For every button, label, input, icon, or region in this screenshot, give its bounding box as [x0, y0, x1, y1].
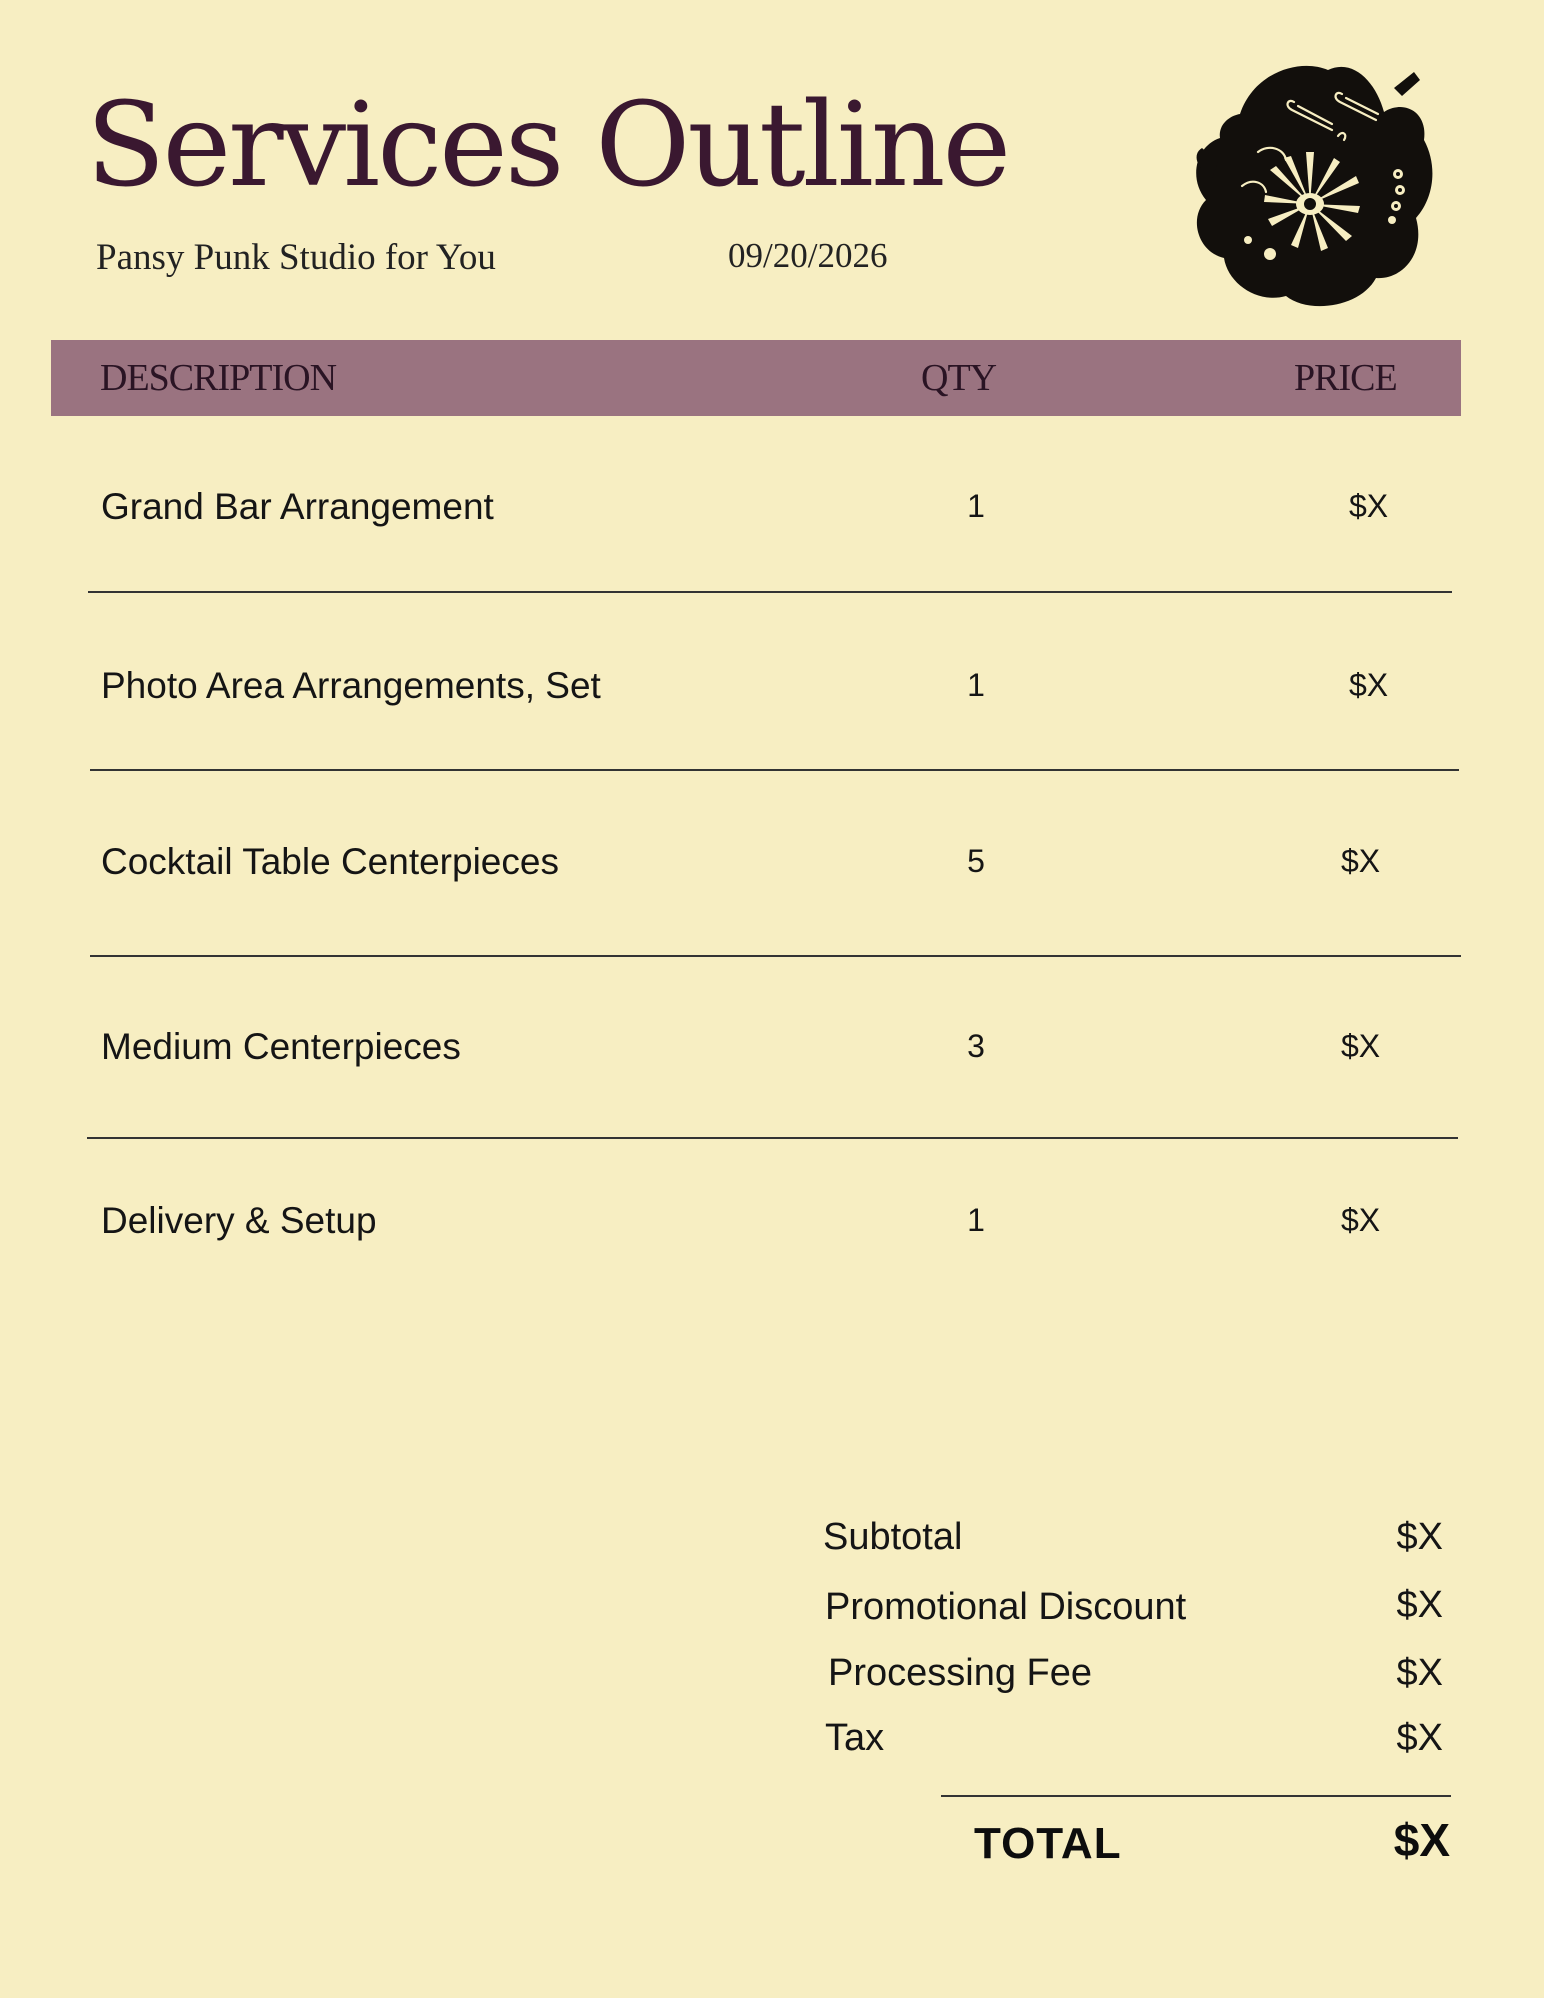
tax-value: $X: [1396, 1717, 1443, 1759]
tax-label: Tax: [825, 1717, 885, 1759]
total-divider: [941, 1795, 1451, 1797]
subtotal-value: $X: [1396, 1516, 1443, 1558]
row-qty: 1: [967, 488, 985, 524]
column-header-price: PRICE: [1294, 357, 1397, 399]
discount-value: $X: [1396, 1584, 1443, 1626]
total-label: TOTAL: [974, 1819, 1122, 1868]
row-price: $X: [1341, 843, 1381, 879]
column-header-qty: QTY: [921, 357, 997, 399]
row-divider: [90, 955, 1461, 957]
column-header-description: DESCRIPTION: [100, 357, 337, 399]
processing-fee-value: $X: [1396, 1652, 1443, 1694]
discount-label: Promotional Discount: [825, 1586, 1187, 1628]
row-qty: 5: [967, 843, 985, 879]
row-divider: [88, 591, 1452, 593]
studio-name: Pansy Punk Studio for You: [96, 237, 496, 278]
row-description: Photo Area Arrangements, Set: [101, 665, 601, 706]
row-qty: 1: [967, 667, 985, 703]
row-description: Grand Bar Arrangement: [101, 486, 494, 527]
document-date: 09/20/2026: [728, 236, 888, 275]
row-price: $X: [1349, 667, 1389, 703]
processing-fee-label: Processing Fee: [828, 1652, 1093, 1694]
pansy-flower-icon: [1188, 58, 1436, 308]
row-divider: [87, 1137, 1458, 1139]
row-price: $X: [1349, 488, 1389, 524]
row-price: $X: [1341, 1028, 1381, 1064]
page-title: Services Outline: [86, 78, 1009, 213]
row-divider: [90, 769, 1459, 771]
subtotal-label: Subtotal: [823, 1516, 963, 1558]
row-qty: 1: [967, 1202, 985, 1238]
row-description: Cocktail Table Centerpieces: [101, 841, 559, 882]
row-description: Delivery & Setup: [101, 1200, 377, 1241]
row-description: Medium Centerpieces: [101, 1026, 461, 1067]
table-header: [51, 340, 1461, 416]
row-qty: 3: [967, 1028, 985, 1064]
row-price: $X: [1341, 1202, 1381, 1238]
total-value: $X: [1393, 1814, 1450, 1866]
